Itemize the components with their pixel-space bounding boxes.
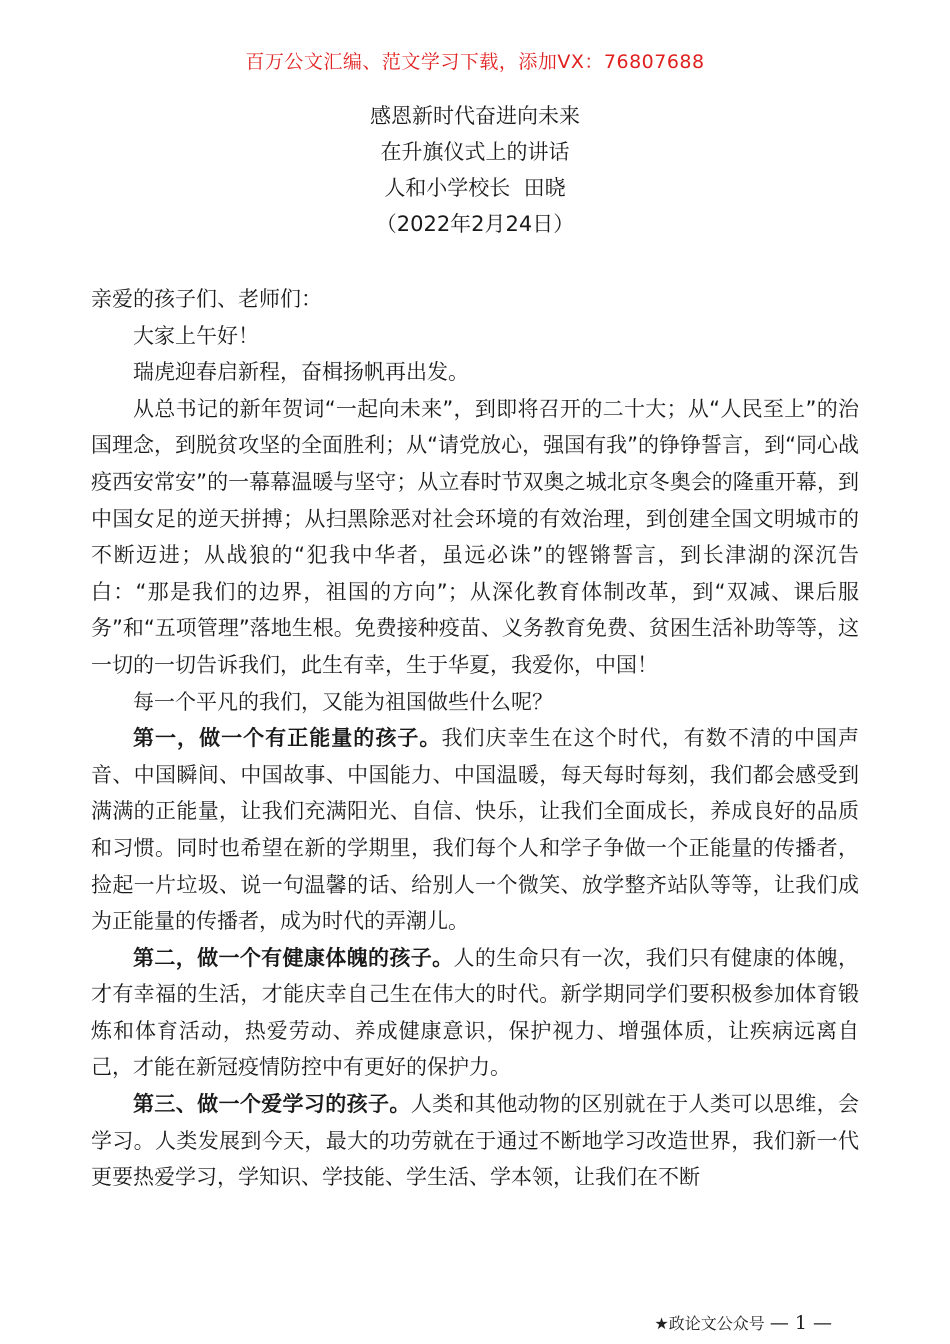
point-heading: 第一，做一个有正能量的孩子。 <box>133 726 442 751</box>
footer-source: ★政论文公众号 <box>654 1314 765 1333</box>
paragraph: 每一个平凡的我们，又能为祖国做些什么呢？ <box>133 689 553 714</box>
point-heading: 第二，做一个有健康体魄的孩子。 <box>133 945 454 970</box>
page-footer <box>654 1311 832 1334</box>
paragraph: 第三、做一个爱学习的孩子。人类和其他动物的区别就在于人类可以思维，会学习。人类发展到今天，最大的功劳就在于通过不断地学习改造世界，我们新一代更要热爱学习，学知识、学技能、学生活、学本领，让我们在不断 <box>91 1092 860 1190</box>
speech-title: 感恩新时代奋进向未来 <box>370 104 580 128</box>
speech-body <box>91 281 859 1196</box>
title-block <box>0 98 950 242</box>
paragraph: 第二，做一个有健康体魄的孩子。人的生命只有一次，我们只有健康的体魄，才有幸福的生活，才能庆幸自己生在伟大的时代。新学期同学们要积极参加体育锻炼和体育活动，热爱劳动、养成健康意识，保护视力、增强体质，让疾病远离自己，才能在新冠疫情防控中有更好的保护力。 <box>91 945 859 1080</box>
speech-subtitle: 在升旗仪式上的讲话 <box>380 140 570 164</box>
speaker-line: 人和小学校长 田晓 <box>384 176 566 200</box>
point-heading: 第三、做一个爱学习的孩子。 <box>133 1092 411 1117</box>
watermark-banner: 百万公文汇编、范文学习下载，添加VX：76807688 <box>245 51 705 73</box>
paragraph: 从总书记的新年贺词“一起向未来”，到即将召开的二十大；从“人民至上”的治国理念，到脱贫攻坚的全面胜利；从“请党放心，强国有我”的铮铮誓言，到“同心战疫西安常安”的一幕幕温暖与坚守；从立春时节双奥之城北京冬奥会的隆重开幕，到中国女足的逆天拼搏；从扫黑除恶对社会环境的有效治理，到创建全国文明城市的不断迈进；从战狼的“犯我中华者，虽远必诛”的铿锵誓言，到长津湖的深沉告白：“那是我们的边界，祖国的方向”；从深化教育体制改革，到“双减、课后服务”和“五项管理”落地生根。免费接种疫苗、义务教育免费、贫困生活补助等等，这一切的一切告诉我们，此生有幸，生于华夏，我爱你，中国！ <box>91 396 859 677</box>
paragraph: 第一，做一个有正能量的孩子。我们庆幸生在这个时代，有数不清的中国声音、中国瞬间、中国故事、中国能力、中国温暖，每天每时每刻，我们都会感受到满满的正能量，让我们充满阳光、自信、快乐，让我们全面成长，养成良好的品质和习惯。同时也希望在新的学期里，我们每个人和学子争做一个正能量的传播者，捡起一片垃圾、说一句温馨的话、给别人一个微笑、放学整齐站队等等，让我们成为正能量的传播者，成为时代的弄潮儿。 <box>91 726 859 934</box>
paragraph: 瑞虎迎春启新程，奋楫扬帆再出发。 <box>133 360 469 385</box>
paragraph: 大家上午好！ <box>133 323 259 348</box>
salutation: 亲爱的孩子们、老师们： <box>91 287 322 311</box>
speech-date: （2022年2月24日） <box>375 212 575 236</box>
page-number: — 1 — <box>769 1312 832 1334</box>
